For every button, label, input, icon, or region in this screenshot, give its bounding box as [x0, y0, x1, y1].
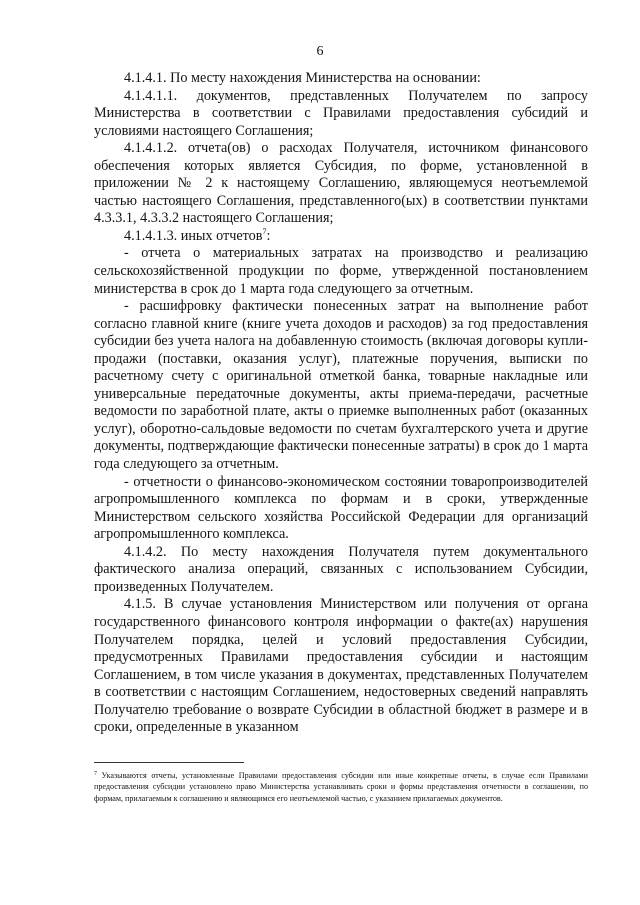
- footnote-marker: 7: [94, 771, 97, 777]
- paragraph-4-1-5: 4.1.5. В случае установления Министерством или получения от органа государственного финансового контроля информации о факте(ах) нарушения Получателем порядка, целей и условий предоставления Субсидии, предусмотренных Правилами предоставления субсидии и настоящим Соглашением, в том числе указания в документах, представленных Получателем в соответствии с настоящим Соглашением, недостоверных сведений направлять Получателю требование о возврате Субсидии в областной бюджет в размере и в сроки, определенные в указанном: [94, 596, 588, 736]
- paragraph-financial-reporting: - отчетности о финансово-экономическом состоянии товаропроизводителей агропромышленного комплекса по формам и в сроки, утвержденные Министерством сельского хозяйства Российской Федерации для организаций агропромышленного комплекса.: [94, 473, 588, 543]
- footnote: [94, 770, 588, 804]
- document-body: [94, 70, 588, 737]
- paragraph-4-1-4-1: 4.1.4.1. По месту нахождения Министерства на основании:: [124, 70, 481, 86]
- paragraph-4-1-4-1-1: 4.1.4.1.1. документов, представленных Получателем по запросу Министерства в соответствии с Правилами предоставления субсидий и условиями настоящего Соглашения;: [94, 87, 588, 139]
- paragraph-4-1-4-2: 4.1.4.2. По месту нахождения Получателя путем документального фактического анализа операций, связанных с использованием Субсидии, произведенных Получателем.: [94, 543, 588, 595]
- paragraph-cost-breakdown: - расшифровку фактически понесенных затрат на выполнение работ согласно главной книге (книге учета доходов и расходов) за год предоставления субсидии без учета налога на добавленную стоимость (включая договоры купли- продажи (поставки, оказания услуг), платежные поручения, выписки по расчетному счету с оригинальной отметкой банка, товарные накладные или универсальные передаточные документы, акты приема-передачи, расчетные ведомости по заработной плате, акты о приемке выполненных работ (оказанных услуг), оборотно-сальдовые ведомости по счетам бухгалтерского учета и другие документы, подтверждающие фактически понесенные затраты) в срок до 1 марта года следующего за отчетным.: [94, 298, 588, 473]
- footnote-text: Указываются отчеты, установленные Правилами предоставления субсидии или иные конкретные отчеты, в случае если Правилами предоставления субсидии установлено право Министерства устанавливать сроки и формы представления отчетности в соглашении, по формам, прилагаемым к соглашению и являющимся его неотъемлемой частью, с указанием прилагаемых документов.: [94, 771, 588, 803]
- paragraph-4-1-4-1-3: [94, 228, 588, 246]
- paragraph-4-1-4-1-3-suffix: :: [266, 227, 271, 244]
- paragraph-4-1-4-1-2: 4.1.4.1.2. отчета(ов) о расходах Получателя, источником финансового обеспечения которых является Субсидия, по форме, установленной в приложении № 2 к настоящему Соглашению, являющемуся неотъемлемой частью настоящего Соглашения, представленного(ых) в соответствии пунктами 4.3.3.1, 4.3.3.2 настоящего Соглашения;: [94, 140, 588, 227]
- footnote-reference: 7: [262, 226, 267, 236]
- paragraph-4-1-4-1-3-text: 4.1.4.1.3. иных отчетов: [124, 227, 263, 244]
- page-number: 6: [316, 44, 324, 59]
- footnote-separator: [94, 762, 244, 763]
- paragraph-material-costs: - отчета о материальных затратах на производство и реализацию сельскохозяйственной продукции по форме, утвержденной постановлением министерства в срок до 1 марта года следующего за отчетным.: [94, 245, 588, 297]
